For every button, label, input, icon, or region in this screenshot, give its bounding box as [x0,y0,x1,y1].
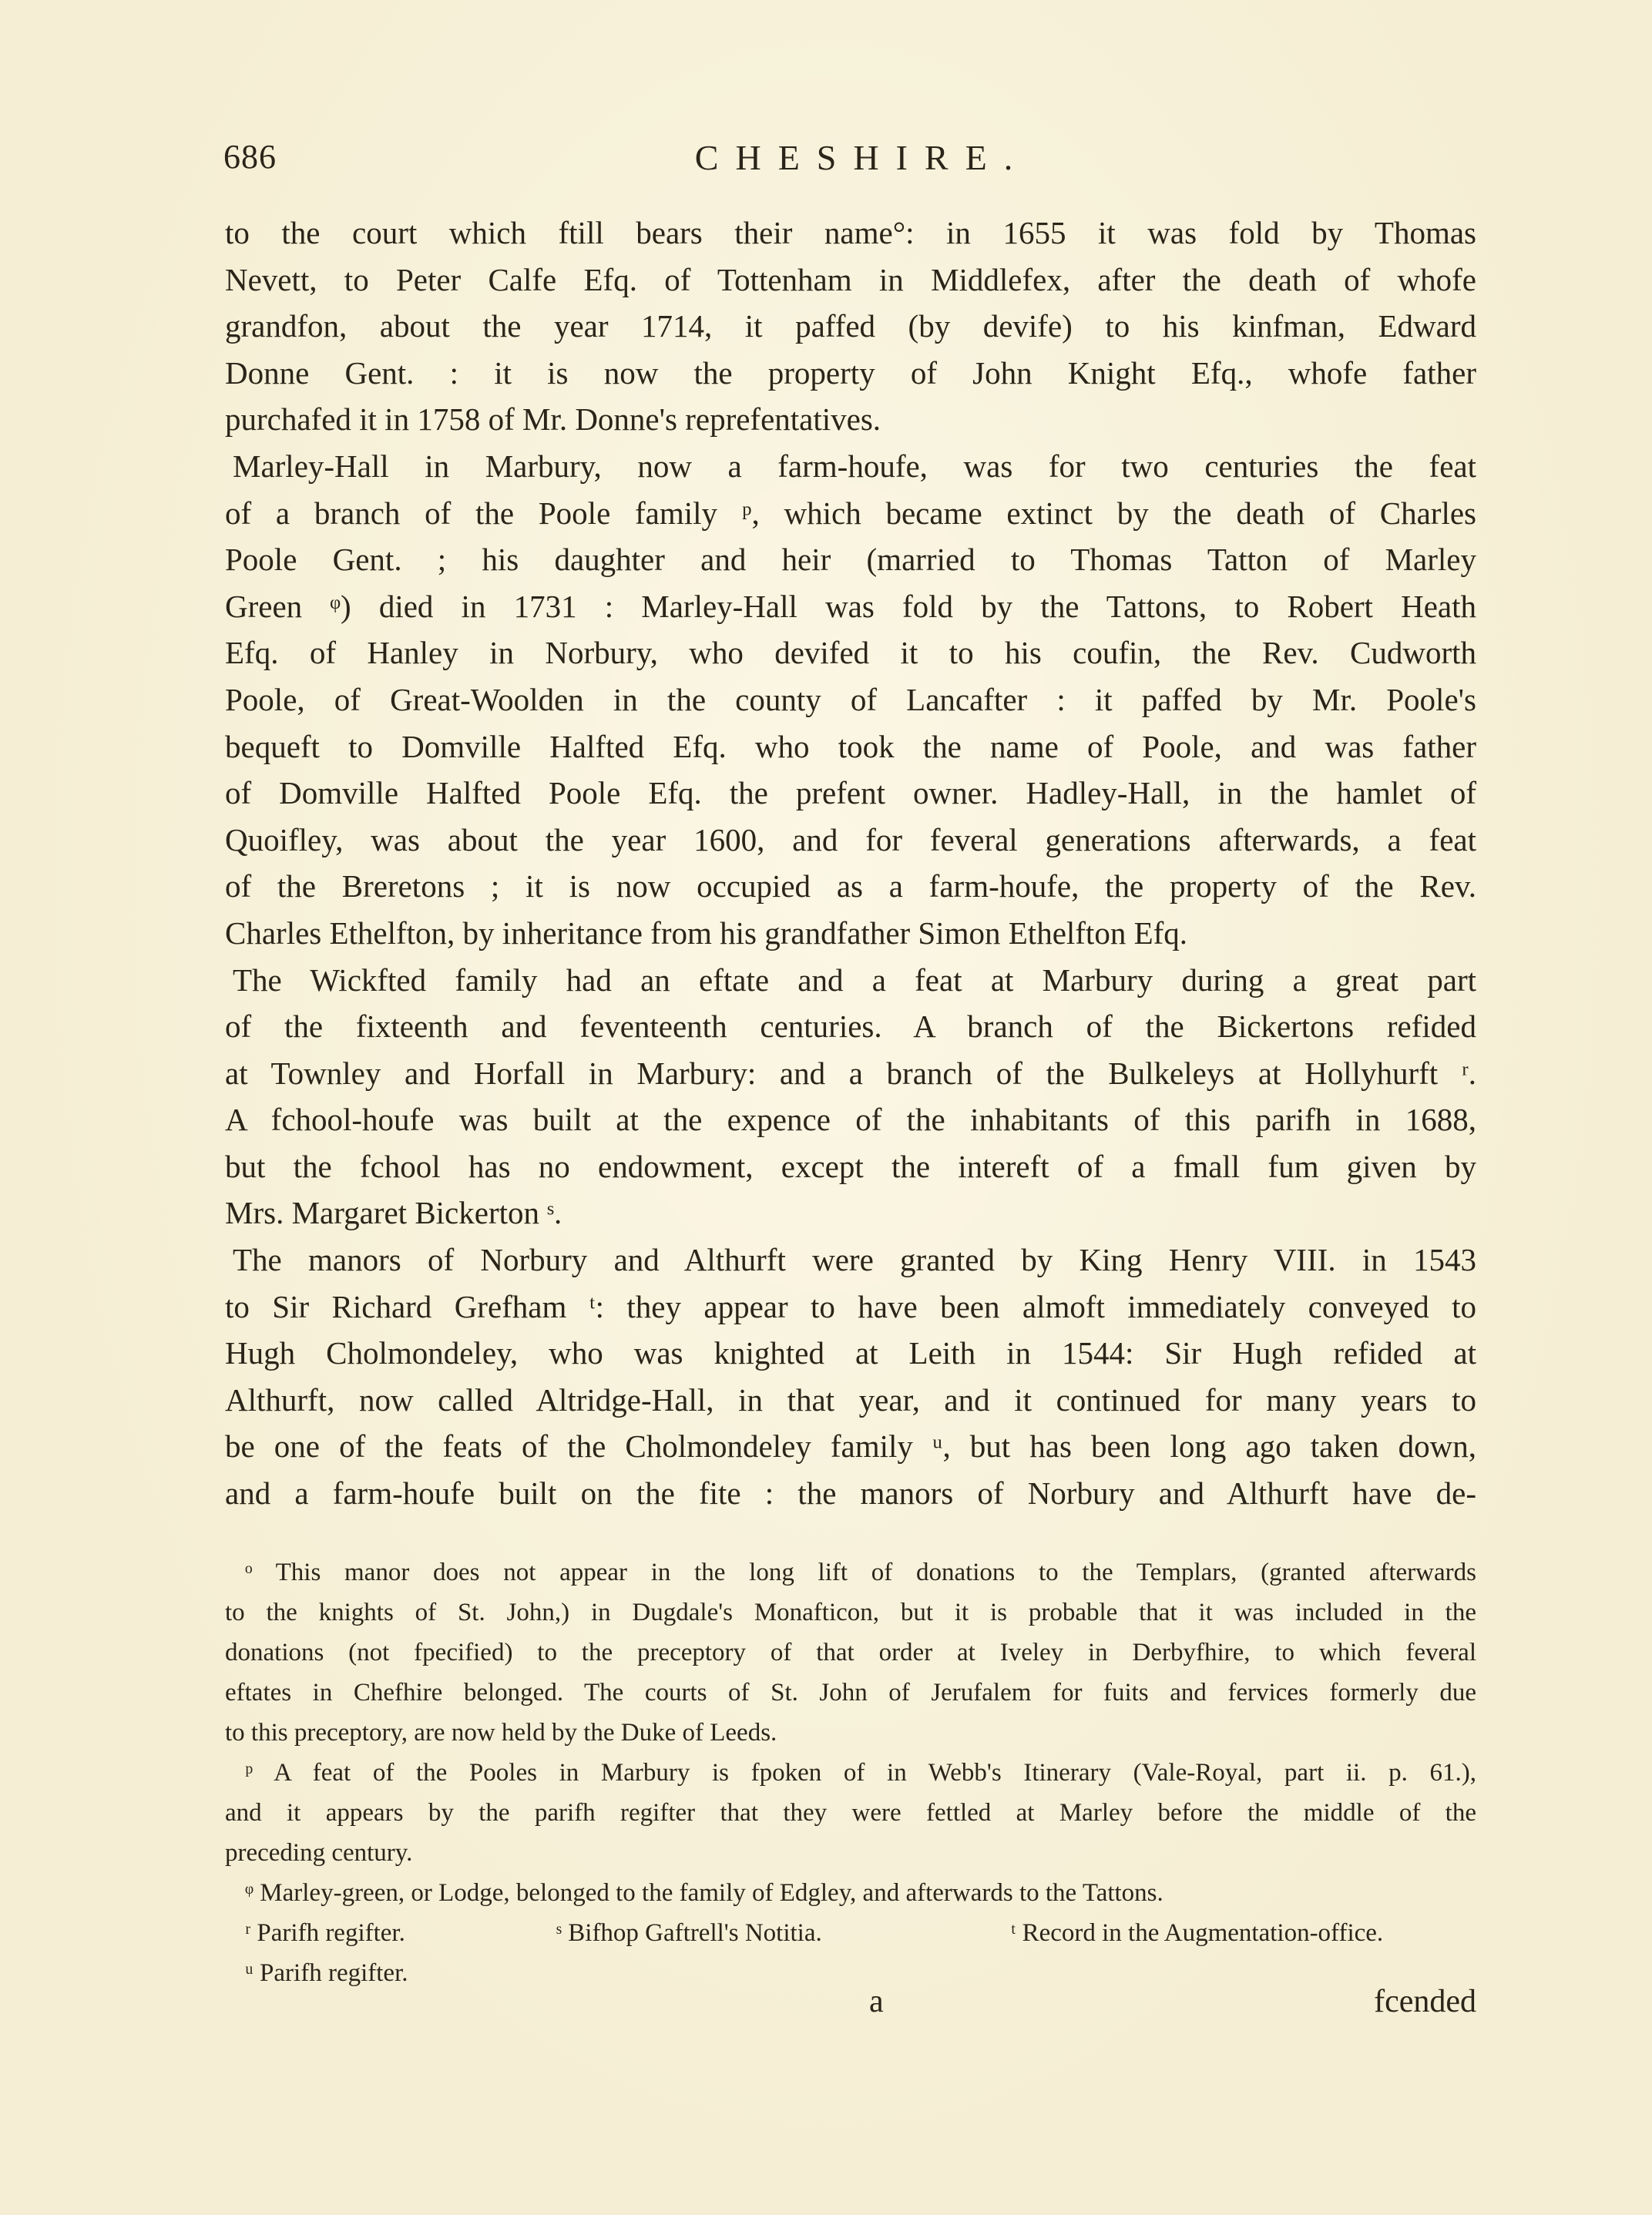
text-line: of the Breretons ; it is now occupied as a farm-houfe, the property of the Rev. [225,868,1476,904]
running-head [223,137,1479,191]
text-line: Marley-Hall in Marbury, now a farm-houfe, was for two centuries the feat [233,448,1476,484]
text-line: to Sir Richard Grefham ᵗ: they appear to have been almoft immediately conveyed to [225,1288,1476,1324]
text-line: Hugh Cholmondeley, who was knighted at Leith in 1544: Sir Hugh refided at [225,1335,1476,1371]
text-line: be one of the feats of the Cholmondeley family ᵘ, but has been long ago taken down, [225,1428,1476,1465]
page-number: 686 [223,138,277,176]
text-line: purchafed it in 1758 of Mr. Donne's reprefentatives. [225,401,881,438]
text-line: Green ᵠ) died in 1731 : Marley-Hall was fold by the Tattons, to Robert Heath [225,588,1476,624]
footnote-q: ᵠ Marley-green, or Lodge, belonged to the family of Edgley, and afterwards to the Tattons. [245,1879,1163,1907]
text-line: of a branch of the Poole family ᵖ, which became extinct by the death of Charles [225,495,1476,531]
text-line: grandfon, about the year 1714, it paffed (by devife) to his kinfman, Edward [225,308,1476,344]
text-line: Nevett, to Peter Calfe Efq. of Tottenham in Middlefex, after the death of whofe [225,261,1476,297]
footnote-r: ʳ Parifh regifter. [245,1919,405,1947]
body-text [225,210,1476,1517]
footnote-o-line: ᵒ This manor does not appear in the long lift of donations to the Templars, (granted afterwards [245,1559,1476,1586]
text-line: The manors of Norbury and Althurft were granted by King Henry VIII. in 1543 [233,1242,1476,1278]
footnote-row-rst [225,1913,1476,1953]
text-line: of Domville Halfted Poole Efq. the prefent owner. Hadley-Hall, in the hamlet of [225,775,1476,811]
text-line: Charles Ethelfton, by inheritance from his grandfather Simon Ethelfton Efq. [225,915,1188,951]
text-line: Poole Gent. ; his daughter and heir (married to Thomas Tatton of Marley [225,542,1476,578]
text-line: and a farm-houfe built on the fite : the manors of Norbury and Althurft have de- [225,1475,1476,1512]
footnote-p-line: ᵖ A feat of the Pooles in Marbury is fpoken of in Webb's Itinerary (Vale-Royal, part ii. p. 61.), [245,1759,1476,1787]
footnotes [225,1552,1476,1993]
text-line: at Townley and Horfall in Marbury: and a branch of the Bulkeleys at Hollyhurft ʳ. [225,1055,1476,1091]
text-line: Donne Gent. : it is now the property of John Knight Efq., whofe father [225,354,1476,391]
text-line: Althurft, now called Altridge-Hall, in that year, and it continued for many years to [225,1381,1476,1418]
footnote-o-line: to this preceptory, are now held by the Duke of Leeds. [225,1719,777,1747]
text-line: Mrs. Margaret Bickerton ˢ. [225,1195,562,1231]
text-line: Quoifley, was about the year 1600, and for feveral generations afterwards, a feat [225,821,1476,857]
signature-mark: a [869,1984,884,2019]
footnote-o-line: to the knights of St. John,) in Dugdale's Monafticon, but it is probable that it was included in the [225,1599,1476,1626]
footnote-p-line: and it appears by the parifh regifter that they were fettled at Marley before the middle of the [225,1799,1476,1827]
catchword: fcended [1374,1984,1476,2019]
text-line: bequeft to Domville Halfted Efq. who took the name of Poole, and was father [225,728,1476,764]
text-line: but the fchool has no endowment, except the intereft of a fmall fum given by [225,1148,1476,1184]
text-line: The Wickfted family had an eftate and a feat at Marbury during a great part [233,962,1476,998]
footnote-t: ᵗ Record in the Augmentation-office. [1011,1919,1384,1947]
text-line: of the fixteenth and feventeenth centuries. A branch of the Bickertons refided [225,1008,1476,1045]
footnote-s: ˢ Bifhop Gaftrell's Notitia. [556,1919,822,1947]
footnote-o-line: donations (not fpecified) to the preceptory of that order at Iveley in Derbyfhire, to which feveral [225,1639,1476,1666]
footnote-o-line: eftates in Chefhire belonged. The courts of St. John of Jerufalem for fuits and fervices formerly due [225,1679,1476,1707]
text-line: Efq. of Hanley in Norbury, who devifed it to his coufin, the Rev. Cudworth [225,635,1476,671]
footnote-p-line: preceding century. [225,1839,413,1867]
text-line: Poole, of Great-Woolden in the county of Lancafter : it paffed by Mr. Poole's [225,681,1476,717]
catchline [225,1983,1476,2037]
running-title: CHESHIRE. [694,138,1030,177]
text-line: A fchool-houfe was built at the expence of the inhabitants of this parifh in 1688, [225,1102,1476,1138]
text-line: to the court which ftill bears their name°: in 1655 it was fold by Thomas [225,215,1476,250]
footnote-u: ᵘ Parifh regifter. [245,1959,408,1987]
